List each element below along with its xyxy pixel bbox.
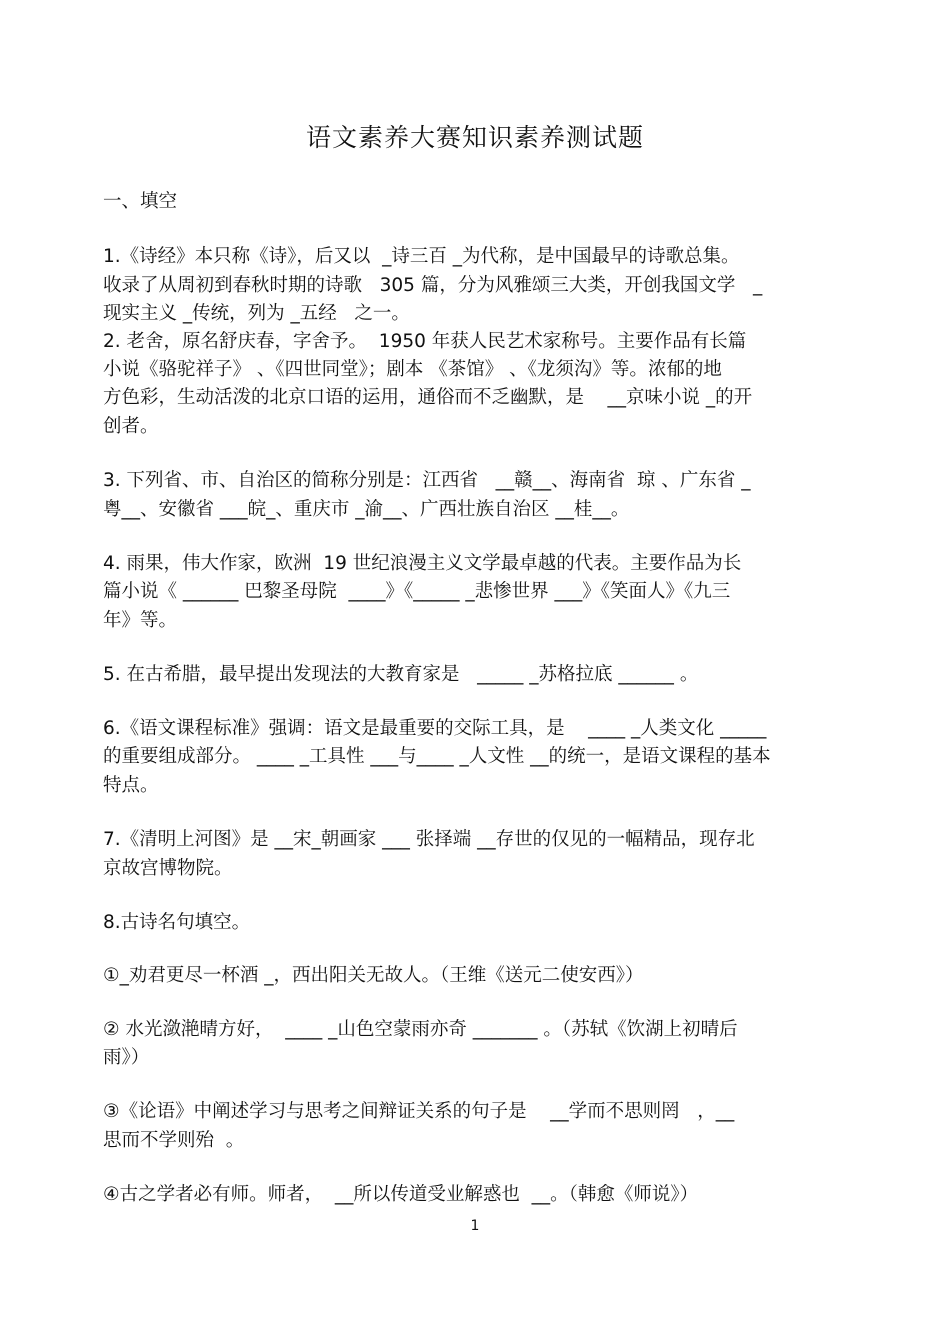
text-line: 思而不学则殆 。	[103, 1130, 245, 1151]
text-line: 篇小说《 ______ 巴黎圣母院 ____》《_____ _悲惨世界 ___》《笑面人》《九三	[103, 581, 731, 602]
text-line: 方色彩，生动活泼的北京口语的运用，通俗而不乏幽默，是 __京味小说 _的开	[103, 387, 753, 408]
text-line: 年》等。	[103, 610, 178, 631]
text-line: 创者。	[103, 416, 159, 437]
text-line: 京故宫博物院。	[103, 858, 233, 879]
page-number: 1	[470, 1218, 480, 1234]
text-line: 特点。	[103, 775, 159, 796]
text-line: 小说《骆驼祥子》 、《四世同堂》；剧本 《茶馆》 、《龙须沟》等。浓郁的地	[103, 359, 722, 380]
text-line: ③《论语》中阐述学习与思考之间辩证关系的句子是 __学而不思则罔 ，__	[103, 1101, 735, 1122]
text-line: 4. 雨果，伟大作家，欧洲 19 世纪浪漫主义文学最卓越的代表。主要作品为长	[103, 553, 742, 574]
text-line: 3. 下列省、市、自治区的简称分别是：江西省 __赣__、海南省 琼 、广东省 _	[103, 470, 751, 491]
text-line: 5. 在古希腊，最早提出发现法的大教育家是 _____ _苏格拉底 ______ 。	[103, 664, 699, 685]
text-line: 1.《诗经》本只称《诗》，后又以 _诗三百 _为代称，是中国最早的诗歌总集。	[103, 246, 740, 267]
page-title: 语文素养大赛知识素养测试题	[305, 123, 644, 152]
text-line: 8.古诗名句填空。	[103, 912, 251, 933]
section-heading: 一、填空	[103, 191, 178, 212]
text-line: 雨》）	[103, 1047, 150, 1068]
text-line: 的重要组成部分。 ____ _工具性 ___与____ _人文性 __的统一，是语文课程的基本	[103, 746, 771, 767]
text-line: 收录了从周初到春秋时期的诗歌 305 篇，分为风雅颂三大类，开创我国文学 _	[103, 275, 763, 296]
text-line: ①_劝君更尽一杯酒 _，西出阳关无故人。（王维《送元二使安西》）	[103, 965, 644, 986]
text-line: 6.《语文课程标准》强调：语文是最重要的交际工具，是 ____ _人类文化 _____	[103, 718, 767, 739]
text-line: ② 水光潋滟晴方好， ____ _山色空蒙雨亦奇 _______ 。（苏轼《饮湖上初晴后	[103, 1019, 738, 1040]
text-line: 现实主义 _传统，列为 _五经 之一。	[103, 303, 410, 324]
text-line: 2. 老舍，原名舒庆春，字舍予。 1950 年获人民艺术家称号。主要作品有长篇	[103, 331, 747, 352]
text-line: ④古之学者必有师。师者， __所以传道受业解惑也 __。（韩愈《师说》）	[103, 1184, 699, 1205]
text-line: 7.《清明上河图》是 __宋_朝画家 ___ 张择端 __存世的仅见的一幅精品，现存北	[103, 829, 755, 850]
text-line: 粤__、安徽省 ___皖_、重庆市 _渝__、广西壮族自治区 __桂__。	[103, 499, 630, 520]
